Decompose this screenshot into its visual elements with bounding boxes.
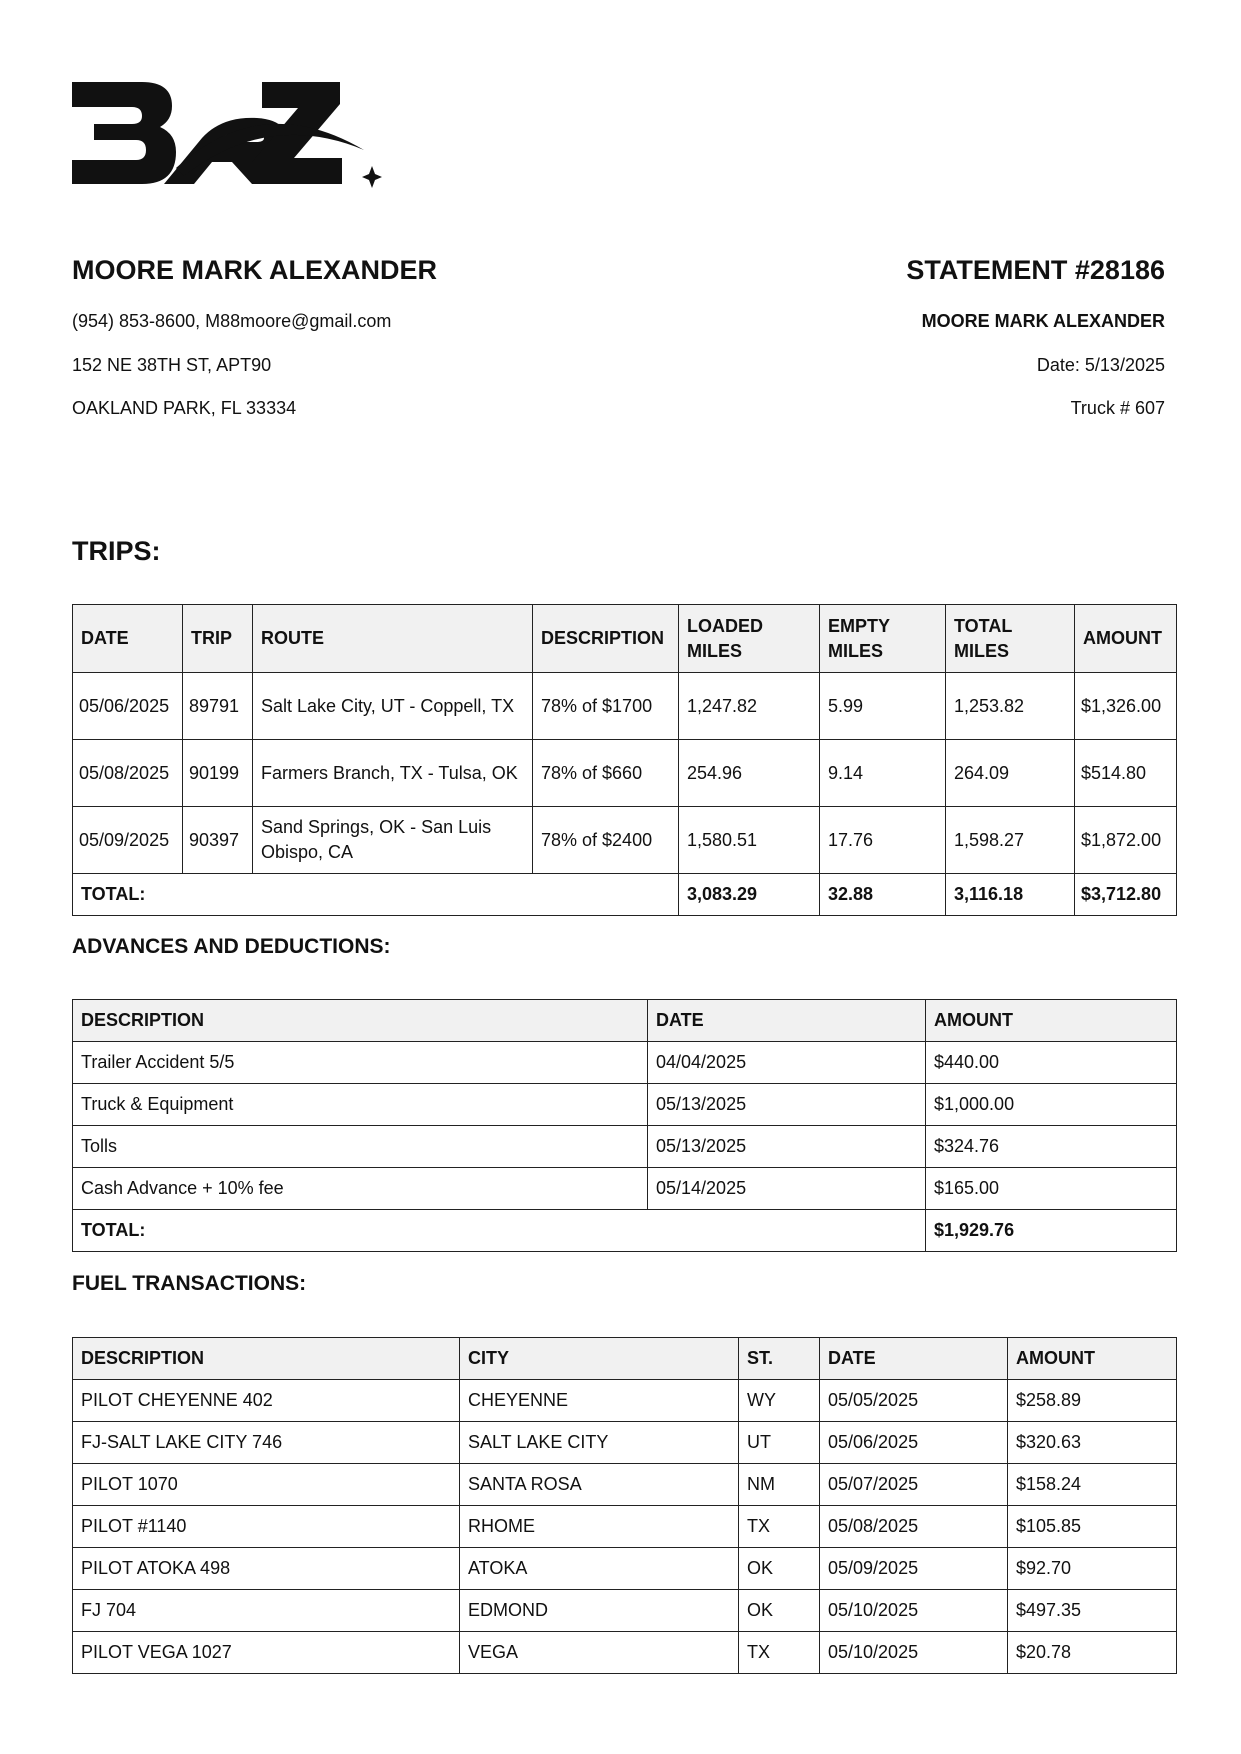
total-row [73, 874, 1177, 916]
table-cell: 05/07/2025 [820, 1464, 1008, 1506]
table-cell: Cash Advance + 10% fee [73, 1168, 648, 1210]
table-row [73, 1590, 1177, 1632]
column-header: DATE [648, 1000, 926, 1042]
table-cell: 90199 [183, 740, 253, 807]
total-loaded-miles: 3,083.29 [679, 874, 820, 916]
column-header: DATE [820, 1338, 1008, 1380]
table-row [73, 1084, 1177, 1126]
column-header: TRIP [183, 605, 253, 673]
table-cell: UT [739, 1422, 820, 1464]
column-header: EMPTY MILES [820, 605, 946, 673]
advances-table [72, 999, 1177, 1252]
column-header: CITY [460, 1338, 739, 1380]
table-cell: $514.80 [1075, 740, 1177, 807]
table-cell: PILOT ATOKA 498 [73, 1548, 460, 1590]
table-cell: SANTA ROSA [460, 1464, 739, 1506]
table-cell: $497.35 [1008, 1590, 1177, 1632]
table-cell: 89791 [183, 673, 253, 740]
driver-address-line1: 152 NE 38TH ST, APT90 [72, 354, 272, 375]
table-cell: $324.76 [926, 1126, 1177, 1168]
table-header-row [73, 605, 1177, 673]
driver-name: MOORE MARK ALEXANDER [72, 255, 438, 285]
table-cell: 04/04/2025 [648, 1042, 926, 1084]
trips-table [72, 604, 1177, 916]
table-cell: OK [739, 1548, 820, 1590]
table-cell: CHEYENNE [460, 1380, 739, 1422]
statement-info [645, 254, 1165, 441]
table-row [73, 740, 1177, 807]
table-cell: $1,872.00 [1075, 807, 1177, 874]
table-cell: 9.14 [820, 740, 946, 807]
driver-info [72, 254, 592, 441]
table-cell: VEGA [460, 1632, 739, 1674]
table-row [73, 1632, 1177, 1674]
column-header: TOTAL MILES [946, 605, 1075, 673]
truck-number: Truck # 607 [1070, 398, 1165, 418]
column-header: LOADED MILES [679, 605, 820, 673]
column-header: AMOUNT [1008, 1338, 1177, 1380]
table-row [73, 1042, 1177, 1084]
column-header: AMOUNT [926, 1000, 1177, 1042]
table-header-row [73, 1000, 1177, 1042]
table-row [73, 1126, 1177, 1168]
total-label: TOTAL: [73, 874, 679, 916]
driver-address-line2: OAKLAND PARK, FL 33334 [72, 398, 297, 418]
column-header: AMOUNT [1075, 605, 1177, 673]
table-cell: NM [739, 1464, 820, 1506]
table-cell: Salt Lake City, UT - Coppell, TX [253, 673, 533, 740]
table-cell: Trailer Accident 5/5 [73, 1042, 648, 1084]
table-cell: 05/08/2025 [820, 1506, 1008, 1548]
table-cell: 05/13/2025 [648, 1084, 926, 1126]
total-label: TOTAL: [73, 1210, 926, 1252]
table-cell: 05/10/2025 [820, 1632, 1008, 1674]
table-cell: 1,253.82 [946, 673, 1075, 740]
statement-date: Date: 5/13/2025 [1036, 354, 1165, 375]
table-cell: 05/13/2025 [648, 1126, 926, 1168]
table-cell: PILOT 1070 [73, 1464, 460, 1506]
table-cell: Tolls [73, 1126, 648, 1168]
table-row [73, 1464, 1177, 1506]
table-cell: 05/09/2025 [73, 807, 183, 874]
table-cell: $1,326.00 [1075, 673, 1177, 740]
table-cell: 05/14/2025 [648, 1168, 926, 1210]
column-header: DESCRIPTION [533, 605, 679, 673]
table-cell: $105.85 [1008, 1506, 1177, 1548]
table-cell: 5.99 [820, 673, 946, 740]
table-cell: PILOT VEGA 1027 [73, 1632, 460, 1674]
table-header-row [73, 1338, 1177, 1380]
table-cell: 05/09/2025 [820, 1548, 1008, 1590]
table-cell: PILOT #1140 [73, 1506, 460, 1548]
table-cell: $440.00 [926, 1042, 1177, 1084]
fuel-table [72, 1337, 1177, 1674]
table-cell: 1,598.27 [946, 807, 1075, 874]
table-cell: PILOT CHEYENNE 402 [73, 1380, 460, 1422]
table-cell: $320.63 [1008, 1422, 1177, 1464]
driver-contact: (954) 853-8600, M88moore@gmail.com [72, 311, 392, 331]
table-cell: RHOME [460, 1506, 739, 1548]
column-header: DESCRIPTION [73, 1000, 648, 1042]
table-cell: $158.24 [1008, 1464, 1177, 1506]
table-cell: $92.70 [1008, 1548, 1177, 1590]
statement-title: STATEMENT #28186 [906, 255, 1165, 285]
trips-section-title: TRIPS: [72, 536, 161, 566]
advances-section-title: ADVANCES AND DEDUCTIONS: [72, 935, 391, 958]
table-cell: ATOKA [460, 1548, 739, 1590]
table-row [73, 807, 1177, 874]
table-cell: 78% of $660 [533, 740, 679, 807]
column-header: DESCRIPTION [73, 1338, 460, 1380]
column-header: ROUTE [253, 605, 533, 673]
table-cell: 78% of $2400 [533, 807, 679, 874]
total-empty-miles: 32.88 [820, 874, 946, 916]
table-cell: TX [739, 1632, 820, 1674]
column-header: DATE [73, 605, 183, 673]
table-cell: TX [739, 1506, 820, 1548]
table-cell: Farmers Branch, TX - Tulsa, OK [253, 740, 533, 807]
table-cell: 1,247.82 [679, 673, 820, 740]
table-cell: 05/10/2025 [820, 1590, 1008, 1632]
table-row [73, 1168, 1177, 1210]
table-cell: $20.78 [1008, 1632, 1177, 1674]
table-cell: WY [739, 1380, 820, 1422]
total-row [73, 1210, 1177, 1252]
table-cell: 05/06/2025 [73, 673, 183, 740]
statement-name: MOORE MARK ALEXANDER [921, 311, 1165, 331]
table-cell: FJ 704 [73, 1590, 460, 1632]
table-cell: 1,580.51 [679, 807, 820, 874]
table-cell: $258.89 [1008, 1380, 1177, 1422]
table-cell: Truck & Equipment [73, 1084, 648, 1126]
table-cell: FJ-SALT LAKE CITY 746 [73, 1422, 460, 1464]
column-header: ST. [739, 1338, 820, 1380]
table-cell: OK [739, 1590, 820, 1632]
total-amount: $1,929.76 [926, 1210, 1177, 1252]
table-cell: EDMOND [460, 1590, 739, 1632]
table-row [73, 1548, 1177, 1590]
table-cell: Sand Springs, OK - San Luis Obispo, CA [253, 807, 533, 874]
table-row [73, 1380, 1177, 1422]
company-logo [72, 80, 382, 190]
table-cell: 17.76 [820, 807, 946, 874]
table-cell: 78% of $1700 [533, 673, 679, 740]
fuel-section-title: FUEL TRANSACTIONS: [72, 1272, 307, 1295]
total-miles: 3,116.18 [946, 874, 1075, 916]
table-cell: $1,000.00 [926, 1084, 1177, 1126]
table-cell: $165.00 [926, 1168, 1177, 1210]
table-cell: 264.09 [946, 740, 1075, 807]
table-cell: 90397 [183, 807, 253, 874]
table-cell: 05/06/2025 [820, 1422, 1008, 1464]
table-row [73, 673, 1177, 740]
table-cell: 05/05/2025 [820, 1380, 1008, 1422]
table-cell: SALT LAKE CITY [460, 1422, 739, 1464]
table-row [73, 1506, 1177, 1548]
table-cell: 05/08/2025 [73, 740, 183, 807]
total-amount: $3,712.80 [1075, 874, 1177, 916]
table-row [73, 1422, 1177, 1464]
table-cell: 254.96 [679, 740, 820, 807]
